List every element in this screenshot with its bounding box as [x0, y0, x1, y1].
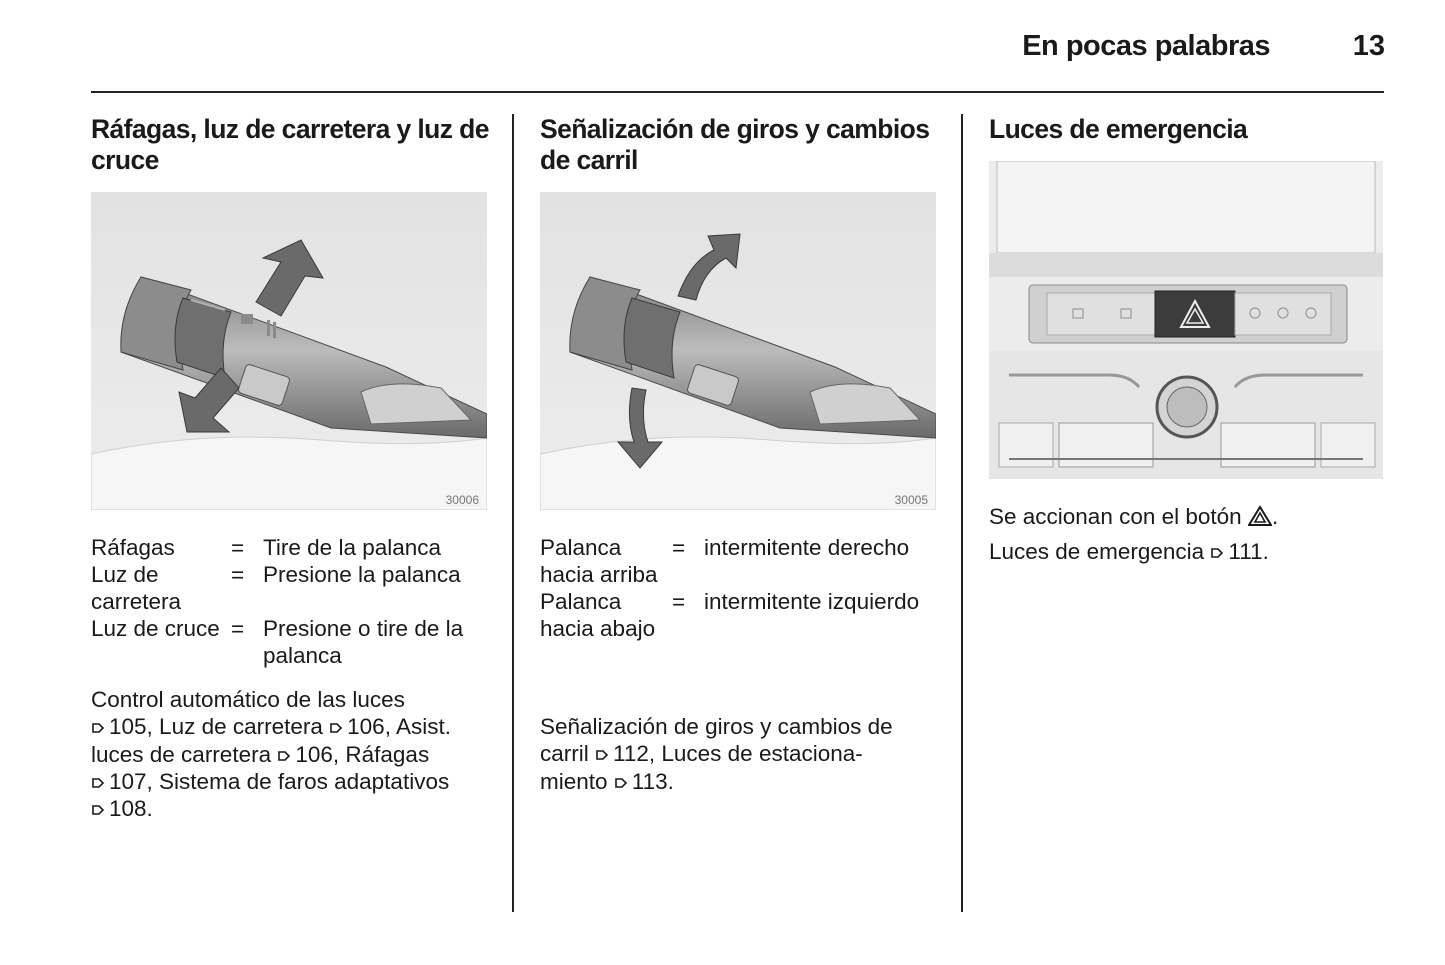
definition-row [540, 588, 940, 642]
header-rule [91, 91, 1384, 93]
page-reference[interactable]: 108 [109, 796, 147, 822]
definition-term: Ráfagas [91, 535, 175, 560]
page-reference-icon [91, 721, 105, 735]
hazard-text-end: . [1271, 504, 1279, 529]
definitions-turn-signals [540, 534, 940, 642]
column-turn-signals [540, 114, 940, 176]
para-text: miento [540, 768, 614, 794]
definition-term: Palanca hacia abajo [540, 589, 656, 641]
page-reference[interactable]: 105 [109, 714, 147, 740]
definitions-headlights [91, 534, 491, 669]
hazard-console-illustration [989, 161, 1383, 479]
definition-term: Luz de cruce [91, 616, 220, 641]
definition-row [91, 561, 491, 615]
definition-desc: intermitente derecho [704, 535, 910, 560]
hazard-triangle-icon [1248, 505, 1272, 527]
para-text: , Sistema de faros adaptativos [146, 768, 450, 794]
heading-hazard-lights: Luces de emergencia [989, 114, 1248, 144]
column-divider-2 [961, 114, 963, 912]
turn-signal-lever-illustration [540, 192, 936, 510]
paragraph-turn-signal-refs [540, 713, 940, 795]
definition-equals: = [231, 535, 245, 560]
definition-row [91, 615, 491, 669]
para-text: . [146, 796, 153, 822]
definition-term: Palanca hacia arriba [540, 535, 658, 587]
definition-equals: = [672, 589, 686, 614]
page-reference-icon [91, 776, 105, 790]
page-reference[interactable]: 113 [631, 768, 668, 794]
section-title: En pocas palabras [1022, 30, 1270, 62]
definition-row [91, 534, 491, 561]
page-number: 13 [1352, 30, 1385, 62]
headlight-lever-illustration [91, 192, 487, 510]
para-text: , Ráfagas [332, 741, 430, 767]
heading-headlights: Ráfagas, luz de carretera y luz de cruce [91, 114, 489, 175]
figure-number-30006: 30006 [445, 493, 479, 507]
hazard-text: Luces de emergencia [989, 539, 1205, 564]
para-text: . [667, 768, 674, 794]
column-headlights [91, 114, 491, 176]
page-reference-icon [277, 749, 291, 763]
para-text: , Luz de carretera [146, 714, 330, 740]
figure-hazard-console [989, 161, 1383, 479]
heading-turn-signals: Señalización de giros y cambios de carril [540, 114, 930, 175]
page-reference[interactable]: 111 [1228, 539, 1263, 564]
column-divider-1 [512, 114, 514, 912]
para-text: Señalización de giros y cambios de carril [540, 714, 893, 767]
definition-term: Luz de carretera [91, 562, 182, 614]
page-reference-icon [91, 803, 105, 817]
page-reference[interactable]: 107 [109, 768, 147, 794]
definition-equals: = [672, 535, 686, 560]
hazard-text-end: . [1262, 539, 1269, 564]
definition-desc: Tire de la palanca [263, 535, 442, 560]
para-text: , Luces de estaciona- [648, 741, 863, 767]
page-reference-icon [595, 748, 609, 762]
definition-row [540, 534, 940, 588]
page-reference[interactable]: 112 [613, 741, 649, 767]
figure-number-30005: 30005 [894, 493, 928, 507]
para-text: Control automático de las luces [91, 687, 405, 712]
hazard-text: Se accionan con el botón [989, 504, 1242, 529]
definition-equals: = [231, 616, 245, 641]
definition-desc: Presione o tire de la palanca [263, 616, 464, 668]
definition-equals: = [231, 562, 245, 587]
figure-headlight-lever [91, 192, 487, 510]
figure-turn-signal-lever [540, 192, 936, 510]
para-text: , Asist. luces de carretera [91, 714, 451, 767]
paragraph-hazard [989, 499, 1383, 569]
page-reference[interactable]: 106 [295, 741, 333, 767]
paragraph-headlights-refs [91, 686, 491, 822]
column-hazard-lights [989, 114, 1389, 145]
definition-desc: intermitente izquierdo [704, 589, 920, 614]
page-reference-icon [614, 776, 628, 790]
page-reference[interactable]: 106 [347, 714, 385, 740]
page-reference-icon [1210, 546, 1224, 560]
definition-desc: Presione la palanca [263, 562, 461, 587]
page-reference-icon [329, 721, 343, 735]
